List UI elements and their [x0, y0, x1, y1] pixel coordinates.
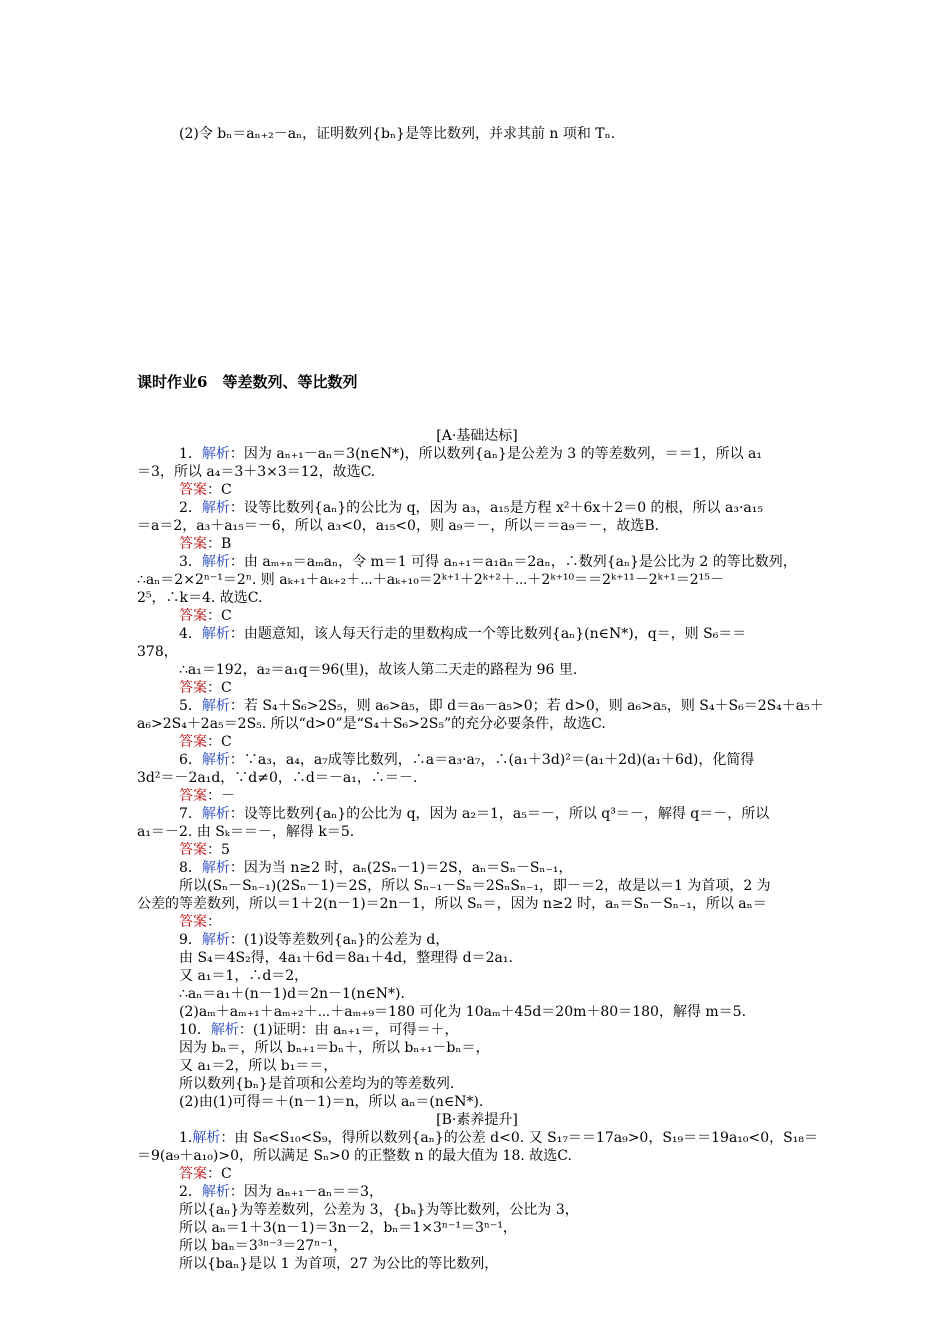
text-segment: ：由 aₘ₊ₙ＝aₘaₙ，令 m＝1 可得 aₙ₊₁＝a₁aₙ＝2aₙ，∴数列{aₙ}是公比为 2 的等比数列， — [229, 554, 797, 570]
analysis-label: 解析 — [201, 752, 230, 768]
text-segment: ：C — [207, 734, 232, 750]
text-segment: ：C — [207, 680, 232, 696]
text-segment: ：因为当 n≥2 时，aₙ(2Sₙ－1)＝2S，aₙ＝Sₙ－Sₙ₋₁， — [229, 860, 573, 876]
text-segment: 4． — [179, 626, 202, 642]
text-segment: ：因为 aₙ₊₁－aₙ＝＝3， — [229, 1184, 384, 1200]
text-segment: 378， — [137, 644, 178, 660]
answer-label: 答案 — [179, 680, 207, 696]
text-segment: ∴aₙ＝a₁＋(n－1)d＝2n－1(n∈N*). — [179, 986, 405, 1002]
text-segment: a₁＝－2. 由 Sₖ＝＝－，解得 k＝5. — [137, 824, 355, 840]
text-line — [137, 1075, 859, 1093]
text-segment: 因为 bₙ＝，所以 bₙ₊₁＝bₙ＋，所以 bₙ₊₁－bₙ＝， — [179, 1040, 490, 1056]
answer-label: 答案 — [179, 734, 207, 750]
text-segment: ：C — [207, 482, 232, 498]
text-segment: 2⁵，∴k＝4. 故选C. — [137, 590, 263, 606]
text-segment: ：C — [207, 1166, 232, 1182]
answer-label: 答案 — [179, 482, 207, 498]
text-line — [137, 823, 817, 841]
text-segment: 由 S₄＝4S₂得，4a₁＋6d＝8a₁＋4d，整理得 d＝2a₁. — [179, 950, 513, 966]
text-line — [137, 589, 817, 607]
text-segment: 9． — [179, 932, 202, 948]
analysis-label: 解析 — [192, 1130, 221, 1146]
text-segment: 又 a₁＝1，∴d＝2， — [179, 968, 309, 984]
text-segment: ： — [207, 914, 221, 930]
text-line — [137, 1201, 859, 1219]
text-segment: 10． — [179, 1022, 211, 1038]
page-title — [137, 373, 817, 391]
text-line — [137, 715, 817, 733]
text-line — [137, 841, 859, 859]
text-line — [137, 463, 817, 481]
text-segment: 1. — [179, 1130, 193, 1146]
text-segment: 所以{aₙ}为等差数列，公差为 3，{bₙ}为等比数列，公比为 3， — [179, 1202, 579, 1218]
text-segment: 2． — [179, 500, 202, 516]
text-segment: 课时作业6 等差数列、等比数列 — [137, 373, 358, 391]
text-segment: (2)令 bₙ＝aₙ₊₂－aₙ，证明数列{bₙ}是等比数列，并求其前 n 项和 Tₙ. — [179, 126, 616, 142]
text-line — [137, 1255, 859, 1273]
text-line — [137, 445, 859, 463]
text-segment: ：－ — [207, 788, 235, 804]
analysis-label: 解析 — [201, 806, 230, 822]
text-segment: [A·基础达标] — [436, 428, 518, 444]
text-line — [137, 661, 859, 679]
text-line — [137, 1129, 859, 1147]
text-line — [137, 769, 817, 787]
text-segment: ：由题意知，该人每天行走的里数构成一个等比数列{aₙ}(n∈N*)，q＝，则 S₆＝＝ — [229, 626, 747, 642]
text-line — [137, 787, 859, 805]
text-segment: ：设等比数列{aₙ}的公比为 q，因为 a₃，a₁₅是方程 x²＋6x＋2＝0 的根，所以 a₃·a₁₅ — [229, 500, 763, 516]
text-line — [137, 985, 859, 1003]
text-line — [137, 535, 859, 553]
text-segment: 所以(Sₙ－Sₙ₋₁)(2Sₙ－1)＝2S，所以 Sₙ₋₁－Sₙ＝2SₙSₙ₋₁，即－＝2，故是以＝1 为首项，2 为 — [179, 878, 771, 894]
text-line — [137, 1003, 859, 1021]
text-line — [137, 643, 817, 661]
text-segment: 所以{baₙ}是以 1 为首项，27 为公比的等比数列， — [179, 1256, 499, 1272]
text-segment: 5． — [179, 698, 202, 714]
analysis-label: 解析 — [201, 932, 230, 948]
text-line — [137, 913, 859, 931]
text-segment: 所以 aₙ＝1＋3(n－1)＝3n－2，bₙ＝1×3ⁿ⁻¹＝3ⁿ⁻¹， — [179, 1220, 517, 1236]
section-heading — [137, 1111, 817, 1129]
text-line — [137, 931, 859, 949]
text-line — [137, 571, 817, 589]
text-line — [137, 751, 859, 769]
answer-label: 答案 — [179, 842, 207, 858]
text-segment: ＝9(a₉＋a₁₀)>0，所以满足 Sₙ>0 的正整数 n 的最大值为 18. 故选C. — [137, 1148, 572, 1164]
text-line — [137, 697, 859, 715]
answer-label: 答案 — [179, 788, 207, 804]
analysis-label: 解析 — [201, 500, 230, 516]
answer-label: 答案 — [179, 536, 207, 552]
text-segment: ＝a＝2，a₃＋a₁₅＝－6，所以 a₃<0，a₁₅<0，则 a₉＝－，所以＝＝a₉＝－，故选B. — [137, 518, 660, 534]
text-segment: ：∵a₃，a₄，a₇成等比数列，∴a＝a₃·a₇，∴(a₁＋3d)²＝(a₁＋2d)(a₁＋6d)，化简得 — [229, 752, 755, 768]
text-line — [137, 895, 817, 913]
text-line — [137, 125, 859, 143]
text-line — [137, 949, 859, 967]
text-segment: 又 a₁＝2，所以 b₁＝＝， — [179, 1058, 338, 1074]
text-line — [137, 1147, 817, 1165]
text-line — [137, 1093, 859, 1111]
text-segment: 所以数列{bₙ}是首项和公差均为的等差数列. — [179, 1076, 455, 1092]
text-segment: ＝3，所以 a₄＝3＋3×3＝12，故选C. — [137, 464, 376, 480]
text-line — [137, 1021, 859, 1039]
analysis-label: 解析 — [201, 698, 230, 714]
text-segment: 1． — [179, 446, 202, 462]
text-segment: a₆>2S₄＋2a₅＝2S₅. 所以“d>0”是“S₄＋S₆>2S₅”的充分必要条件，故选C. — [137, 716, 606, 732]
answer-label: 答案 — [179, 608, 207, 624]
text-segment: ：(1)证明：由 aₙ₊₁＝，可得＝＋， — [238, 1022, 459, 1038]
text-segment: ：C — [207, 608, 232, 624]
analysis-label: 解析 — [201, 626, 230, 642]
text-segment: 8． — [179, 860, 202, 876]
text-segment: 3． — [179, 554, 202, 570]
text-line — [137, 1039, 859, 1057]
text-line — [137, 553, 859, 571]
text-line — [137, 1057, 859, 1075]
analysis-label: 解析 — [210, 1022, 239, 1038]
text-segment: (2)由(1)可得＝＋(n－1)＝n，所以 aₙ＝(n∈N*). — [179, 1094, 484, 1110]
text-segment: ：5 — [207, 842, 230, 858]
text-line — [137, 481, 859, 499]
text-segment: ∴aₙ＝2×2ⁿ⁻¹＝2ⁿ. 则 aₖ₊₁＋aₖ₊₂＋⋯＋aₖ₊₁₀＝2ᵏ⁺¹＋2ᵏ⁺²＋⋯＋2ᵏ⁺¹⁰＝＝2ᵏ⁺¹¹－2ᵏ⁺¹＝2¹⁵－ — [137, 572, 724, 588]
section-heading — [137, 427, 817, 445]
text-segment: 7． — [179, 806, 202, 822]
text-segment: ：因为 aₙ₊₁－aₙ＝3(n∈N*)，所以数列{aₙ}是公差为 3 的等差数列，＝＝1，所以 a₁ — [229, 446, 762, 462]
text-line — [137, 1219, 859, 1237]
text-segment: 6． — [179, 752, 202, 768]
answer-label: 答案 — [179, 1166, 207, 1182]
text-line — [137, 877, 859, 895]
text-segment: 2． — [179, 1184, 202, 1200]
text-line — [137, 967, 859, 985]
analysis-label: 解析 — [201, 860, 230, 876]
text-segment: ∴a₁＝192，a₂＝a₁q＝96(里)，故该人第二天走的路程为 96 里. — [179, 662, 578, 678]
text-segment: ：由 S₈<S₁₀<S₉，得所以数列{aₙ}的公差 d<0. 又 S₁₇＝＝17a₉>0，S₁₉＝＝19a₁₀<0，S₁₈＝ — [220, 1130, 818, 1146]
text-segment: 公差的等差数列，所以＝1＋2(n－1)＝2n－1，所以 Sₙ＝，因为 n≥2 时，aₙ＝Sₙ－Sₙ₋₁，所以 aₙ＝ — [137, 896, 767, 912]
text-segment: 所以 baₙ＝3³ⁿ⁻³＝27ⁿ⁻¹， — [179, 1238, 348, 1254]
text-segment: 3d²＝－2a₁d，∵d≠0，∴d＝－a₁，∴＝－. — [137, 770, 418, 786]
analysis-label: 解析 — [201, 446, 230, 462]
analysis-label: 解析 — [201, 1184, 230, 1200]
text-segment: ：若 S₄＋S₆>2S₅，则 a₆>a₅，即 d＝a₆－a₅>0；若 d>0，则 a₆>a₅，则 S₄＋S₆＝2S₄＋a₅＋ — [229, 698, 824, 714]
text-line — [137, 805, 859, 823]
text-line — [137, 1237, 859, 1255]
text-segment: [B·素养提升] — [436, 1112, 518, 1128]
answer-label: 答案 — [179, 914, 207, 930]
text-segment: ：设等比数列{aₙ}的公比为 q，因为 a₂＝1，a₅＝－，所以 q³＝－，解得 q＝－，所以 — [229, 806, 770, 822]
text-line — [137, 607, 859, 625]
text-line — [137, 499, 859, 517]
text-segment: ：(1)设等差数列{aₙ}的公差为 d， — [229, 932, 450, 948]
text-segment: ：B — [207, 536, 232, 552]
text-line — [137, 1183, 859, 1201]
text-line — [137, 859, 859, 877]
analysis-label: 解析 — [201, 554, 230, 570]
text-line — [137, 517, 817, 535]
text-line — [137, 625, 859, 643]
text-line — [137, 1165, 859, 1183]
text-segment: (2)aₘ＋aₘ₊₁＋aₘ₊₂＋⋯＋aₘ₊₉＝180 可化为 10aₘ＋45d＝20m＋80＝180，解得 m＝5. — [179, 1004, 747, 1020]
text-line — [137, 679, 859, 697]
text-line — [137, 733, 859, 751]
